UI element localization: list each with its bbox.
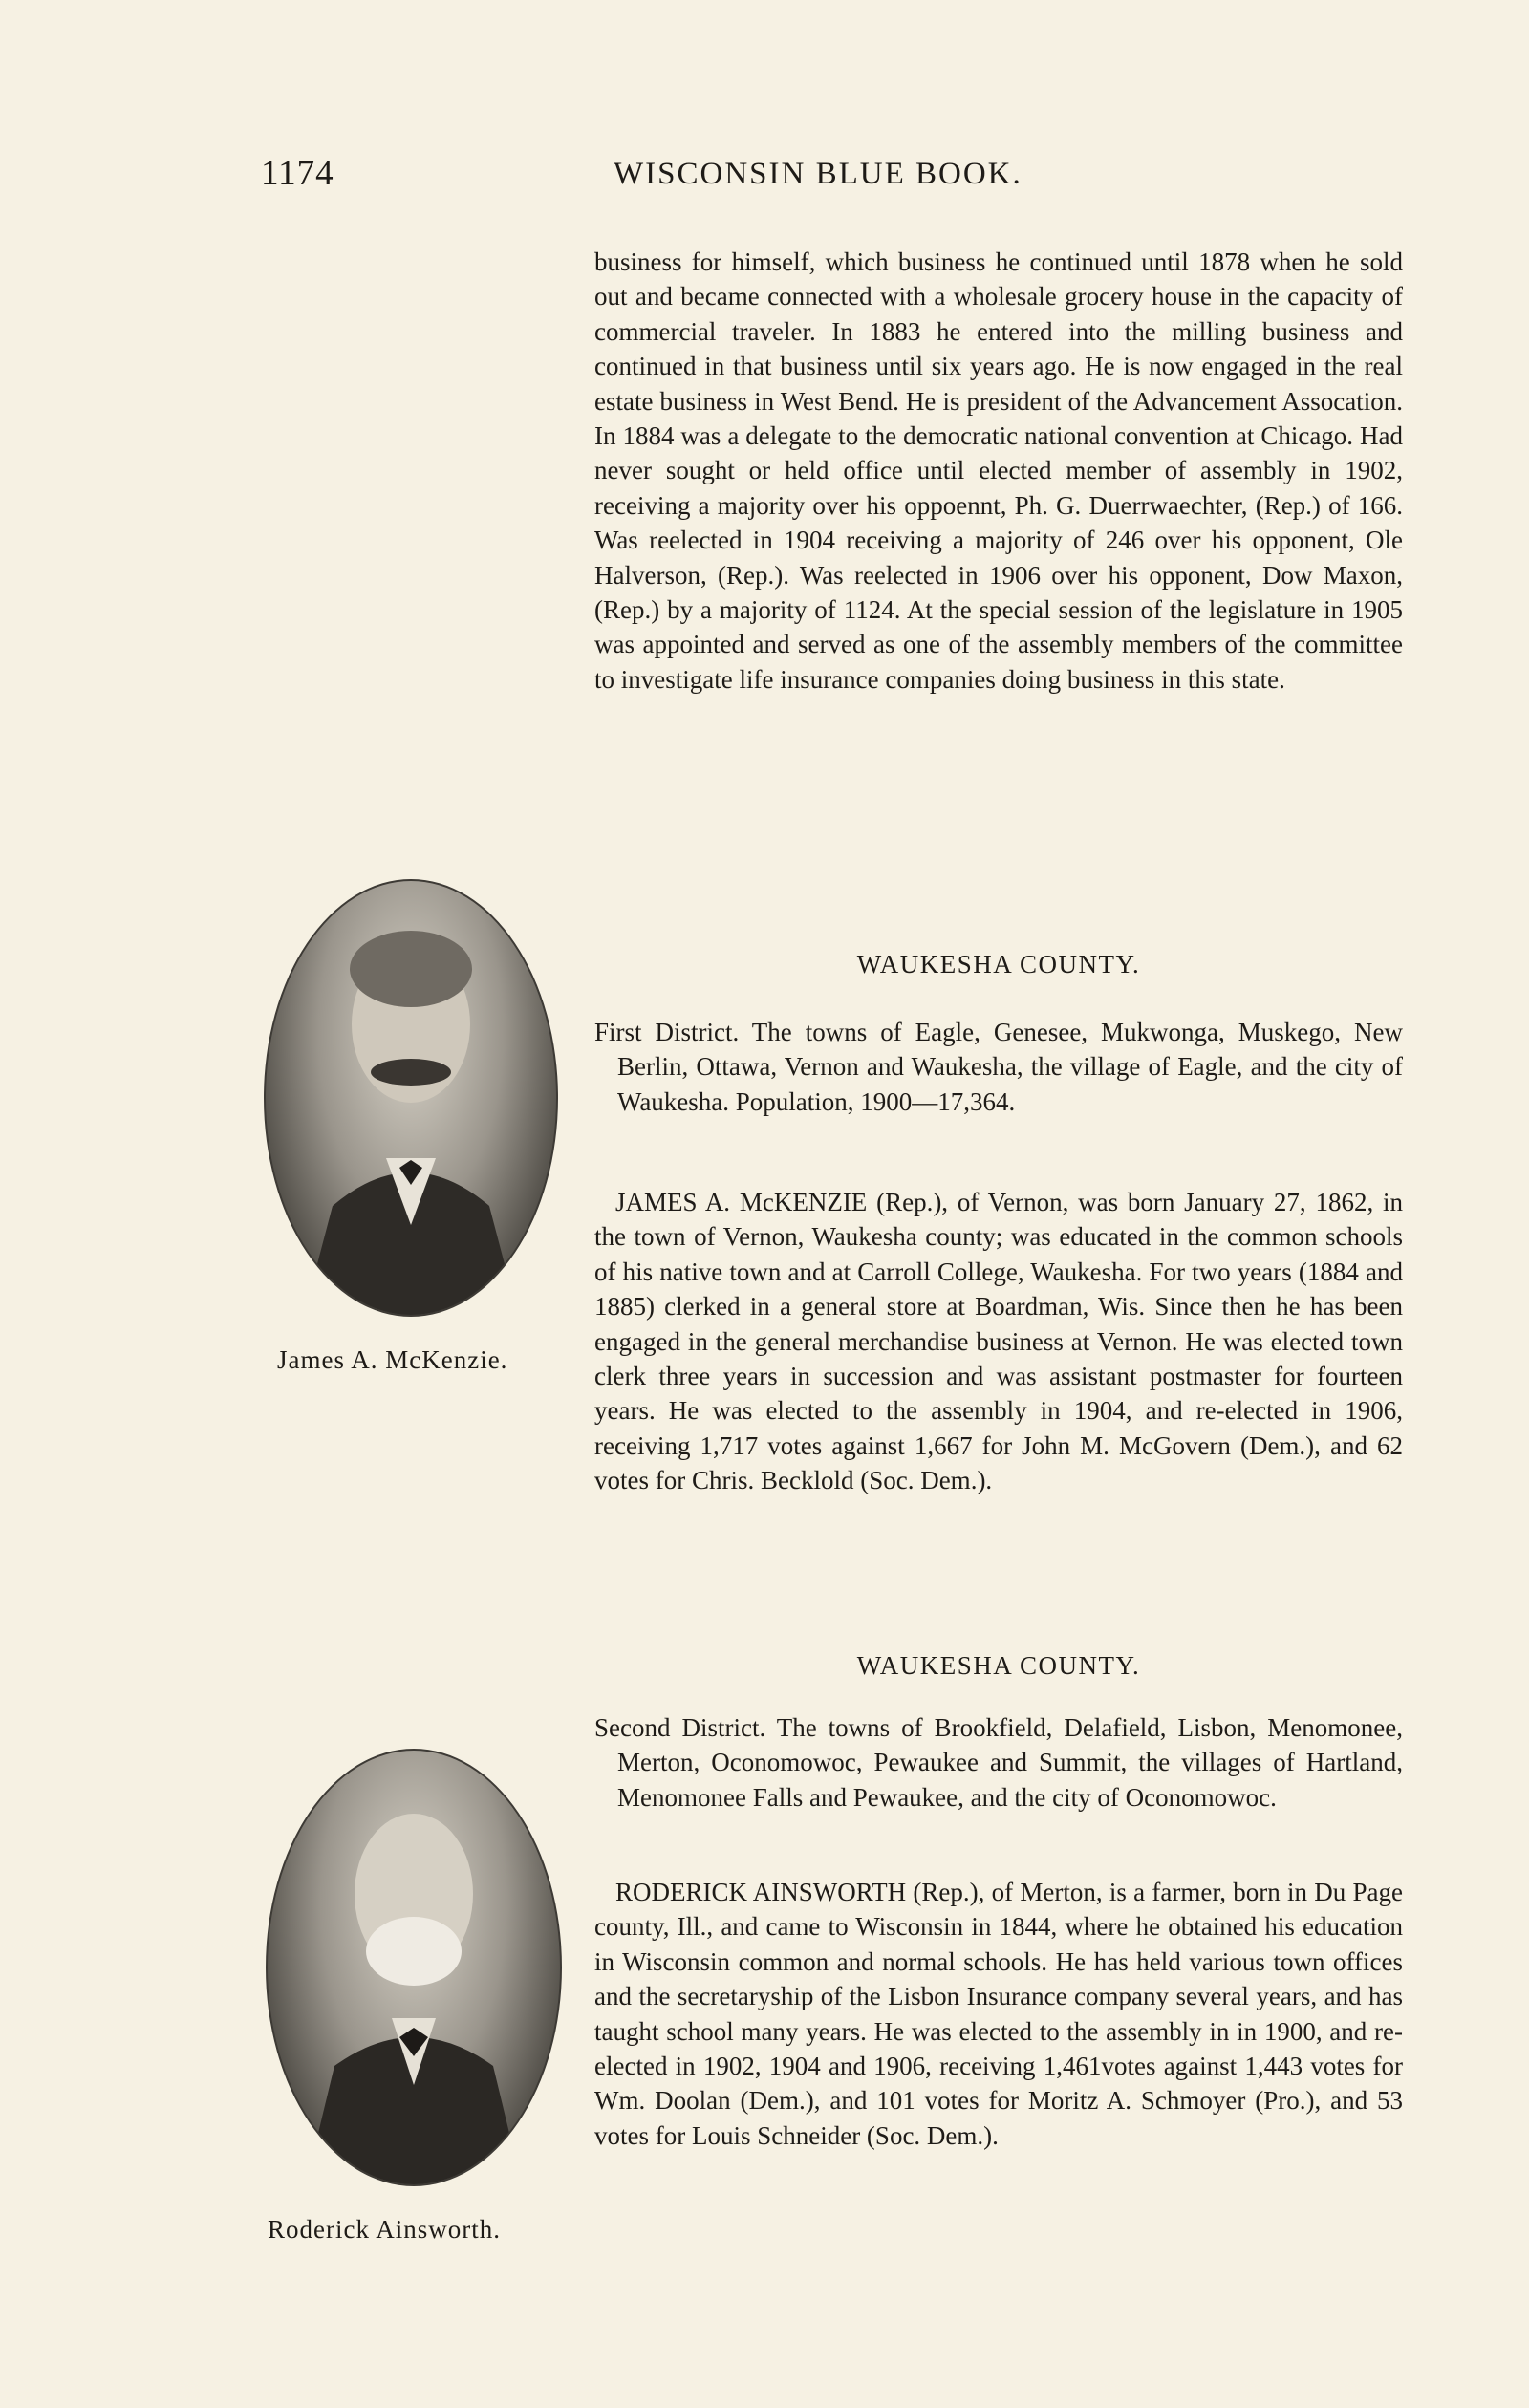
continuation-column <box>594 245 1403 697</box>
district-description-2: Second District. The towns of Brookfield, Delafield, Lisbon, Menomonee, Merton, Oconomowoc, Pewaukee and Summit, the villages of Hartland, Menomonee Falls and Pewaukee, and the city of Oconomowoc. <box>594 1713 1403 1812</box>
county-heading-1: WAUKESHA COUNTY. <box>856 950 1141 978</box>
biography-mckenzie: JAMES A. McKENZIE (Rep.), of Vernon, was born January 27, 1862, in the town of Vernon, Waukesha county; was educated in the common schools of his native town and at Carroll College, Waukesha. For two years (1884 and 1885) clerked in a general store at Boardman, Wis. Since then he has been engaged in the general merchandise business at Vernon. He was elected town clerk three years in succession and was assistant postmaster for fourteen years. He was elected to the assembly in 1904, and re-elected in 1906, receiving 1,717 votes against 1,667 for John M. McGovern (Dem.), and 62 votes for Chris. Becklold (Soc. Dem.). <box>594 1188 1403 1495</box>
portrait-ainsworth <box>266 1749 562 2186</box>
page-number: 1174 <box>261 154 334 193</box>
district-block-2 <box>594 1710 1403 1815</box>
bio-block-1 <box>594 1185 1403 1498</box>
caption-mckenzie: James A. McKenzie. <box>277 1345 508 1374</box>
portrait-mckenzie-image <box>266 881 556 1315</box>
continuation-paragraph: business for himself, which business he continued until 1878 when he sold out and became connected with a wholesale grocery house in the capacity of commercial traveler. In 1883 he entered into the milling business and continued in that business until six years ago. He is now engaged in the real estate business in West Bend. He is president of the Advancement Assocation. In 1884 was a delegate to the democratic national convention at Chicago. Had never sought or held office until elected member of assembly in 1902, receiving a majority over his oppoennt, Ph. G. Duerrwaechter, (Rep.) of 166. Was reelected in 1904 receiving a majority of 246 over his opponent, Ole Halverson, (Rep.). Was reelected in 1906 over his opponent, Dow Maxon, (Rep.) by a majority of 1124. At the special session of the legislature in 1905 was appointed and served as one of the assembly members of the committee to investigate life insurance companies doing business in this state. <box>594 247 1403 694</box>
county-heading-2: WAUKESHA COUNTY. <box>856 1651 1141 1680</box>
portrait-ainsworth-image <box>268 1751 560 2184</box>
bio-block-2 <box>594 1875 1403 2153</box>
running-header: WISCONSIN BLUE BOOK. <box>614 157 1023 191</box>
district-block-1 <box>594 1015 1403 1119</box>
district-description-1: First District. The towns of Eagle, Genesee, Mukwonga, Muskego, New Berlin, Ottawa, Vernon and Waukesha, the village of Eagle, and the city of Waukesha. Population, 1900—17,364. <box>594 1018 1403 1116</box>
biography-ainsworth: RODERICK AINSWORTH (Rep.), of Merton, is a farmer, born in Du Page county, Ill., and came to Wisconsin in 1844, where he obtained his education in Wisconsin common and normal schools. He has held various town offices and the secretaryship of the Lisbon Insurance company several years, and has taught school many years. He was elected to the assembly in in 1900, and re-elected in 1902, 1904 and 1906, receiving 1,461votes against 1,443 votes for Wm. Doolan (Dem.), and 101 votes for Moritz A. Schmoyer (Pro.), and 53 votes for Louis Schneider (Soc. Dem.). <box>594 1878 1403 2150</box>
caption-ainsworth: Roderick Ainsworth. <box>268 2215 501 2244</box>
portrait-mckenzie <box>264 879 558 1317</box>
